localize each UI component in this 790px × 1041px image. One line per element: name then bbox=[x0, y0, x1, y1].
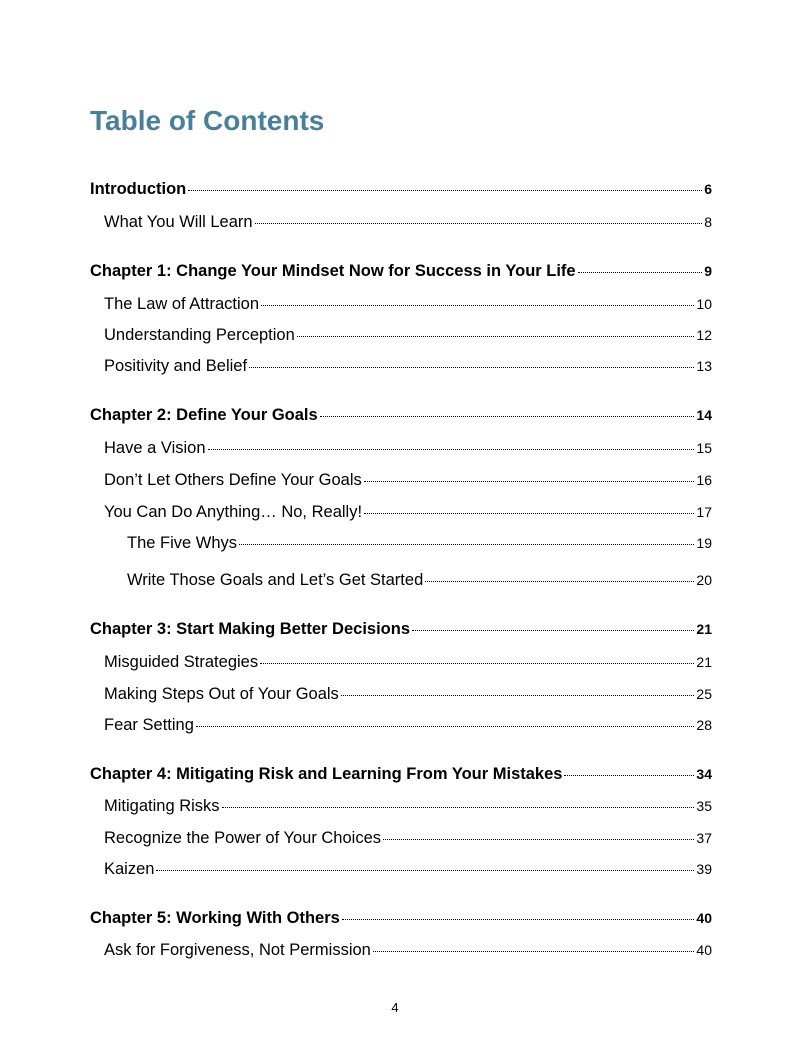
toc-entry[interactable] bbox=[104, 293, 712, 315]
toc-entry-page: 21 bbox=[696, 621, 712, 637]
toc-entry[interactable] bbox=[104, 437, 712, 459]
toc-entry[interactable] bbox=[90, 618, 712, 640]
toc-entry-page: 12 bbox=[696, 327, 712, 343]
toc-entry-label: Introduction bbox=[90, 180, 187, 198]
toc-entry-page: 20 bbox=[696, 572, 712, 588]
toc-entry-page: 35 bbox=[696, 798, 712, 814]
toc-entry-label: What You Will Learn bbox=[104, 213, 253, 231]
toc-entry-label: Ask for Forgiveness, Not Permission bbox=[104, 941, 371, 959]
toc-entry-page: 28 bbox=[696, 717, 712, 733]
toc-entry-page: 13 bbox=[696, 358, 712, 374]
toc-entry-page: 16 bbox=[696, 472, 712, 488]
toc-entry-label: The Law of Attraction bbox=[104, 295, 260, 313]
dot-leader bbox=[208, 449, 695, 450]
dot-leader bbox=[342, 919, 695, 920]
dot-leader bbox=[196, 726, 695, 727]
dot-leader bbox=[564, 775, 694, 776]
dot-leader bbox=[341, 695, 695, 696]
toc-entry-label: Chapter 4: Mitigating Risk and Learning From Your Mistakes bbox=[90, 765, 563, 783]
toc-entry-label: Have a Vision bbox=[104, 439, 206, 457]
toc-entry-page: 25 bbox=[696, 686, 712, 702]
toc-entry-label: Chapter 1: Change Your Mindset Now for Success in Your Life bbox=[90, 262, 576, 280]
toc-entry-label: The Five Whys bbox=[127, 534, 238, 552]
toc-entry-label: Misguided Strategies bbox=[104, 653, 259, 671]
toc-entry[interactable] bbox=[104, 714, 712, 736]
toc-entry[interactable] bbox=[90, 260, 712, 282]
toc-entry[interactable] bbox=[104, 469, 712, 491]
toc-entry-page: 37 bbox=[696, 830, 712, 846]
dot-leader bbox=[425, 581, 694, 582]
dot-leader bbox=[412, 630, 694, 631]
dot-leader bbox=[364, 481, 695, 482]
toc-entry[interactable] bbox=[127, 532, 712, 554]
dot-leader bbox=[260, 663, 694, 664]
toc-entry-page: 40 bbox=[696, 910, 712, 926]
toc-entry-page: 9 bbox=[704, 263, 712, 279]
toc-entry-label: Chapter 5: Working With Others bbox=[90, 909, 340, 927]
toc-entry-label: Mitigating Risks bbox=[104, 797, 220, 815]
toc-entry[interactable] bbox=[104, 683, 712, 705]
toc-entry-page: 15 bbox=[696, 440, 712, 456]
toc-entry-label: Kaizen bbox=[104, 860, 155, 878]
toc-entry-label: Positivity and Belief bbox=[104, 357, 248, 375]
dot-leader bbox=[297, 336, 695, 337]
toc-entry[interactable] bbox=[104, 651, 712, 673]
dot-leader bbox=[255, 223, 703, 224]
toc-entry-label: Chapter 2: Define Your Goals bbox=[90, 406, 318, 424]
page-title: Table of Contents bbox=[90, 105, 325, 136]
toc-entry[interactable] bbox=[104, 501, 712, 523]
toc-entry-page: 17 bbox=[696, 504, 712, 520]
dot-leader bbox=[249, 367, 694, 368]
toc-entry[interactable] bbox=[104, 355, 712, 377]
dot-leader bbox=[364, 513, 694, 514]
toc-entry[interactable] bbox=[104, 211, 712, 233]
dot-leader bbox=[156, 870, 694, 871]
dot-leader bbox=[320, 416, 695, 417]
dot-leader bbox=[383, 839, 694, 840]
toc-entry[interactable] bbox=[90, 404, 712, 426]
toc-entry[interactable] bbox=[127, 569, 712, 591]
toc-entry[interactable] bbox=[104, 827, 712, 849]
toc-entry-page: 21 bbox=[696, 654, 712, 670]
toc-entry-page: 34 bbox=[696, 766, 712, 782]
dot-leader bbox=[261, 305, 694, 306]
toc-entry[interactable] bbox=[90, 178, 712, 200]
dot-leader bbox=[188, 190, 702, 191]
toc-entry[interactable] bbox=[104, 858, 712, 880]
toc-entry-label: Understanding Perception bbox=[104, 326, 295, 344]
toc-entry-page: 39 bbox=[696, 861, 712, 877]
dot-leader bbox=[222, 807, 695, 808]
toc-entry-page: 8 bbox=[704, 214, 712, 230]
toc-entry-label: You Can Do Anything… No, Really! bbox=[104, 503, 363, 521]
toc-entry[interactable] bbox=[90, 763, 712, 785]
toc-entry-label: Fear Setting bbox=[104, 716, 194, 734]
toc-entry-page: 19 bbox=[696, 535, 712, 551]
dot-leader bbox=[578, 272, 703, 273]
toc-entry-page: 40 bbox=[696, 942, 712, 958]
page-number: 4 bbox=[391, 1000, 399, 1015]
toc-entry-label: Recognize the Power of Your Choices bbox=[104, 829, 382, 847]
toc-entry-page: 14 bbox=[696, 407, 712, 423]
toc-entry[interactable] bbox=[90, 907, 712, 929]
toc-entry-page: 10 bbox=[696, 296, 712, 312]
toc-entry-label: Don’t Let Others Define Your Goals bbox=[104, 471, 362, 489]
toc-entry-label: Chapter 3: Start Making Better Decisions bbox=[90, 620, 410, 638]
toc-entry-page: 6 bbox=[704, 181, 712, 197]
toc-entry-label: Making Steps Out of Your Goals bbox=[104, 685, 339, 703]
dot-leader bbox=[373, 951, 695, 952]
toc-entry[interactable] bbox=[104, 795, 712, 817]
toc-entry[interactable] bbox=[104, 939, 712, 961]
toc-entry[interactable] bbox=[104, 324, 712, 346]
toc-entry-label: Write Those Goals and Let’s Get Started bbox=[127, 571, 424, 589]
dot-leader bbox=[239, 544, 694, 545]
